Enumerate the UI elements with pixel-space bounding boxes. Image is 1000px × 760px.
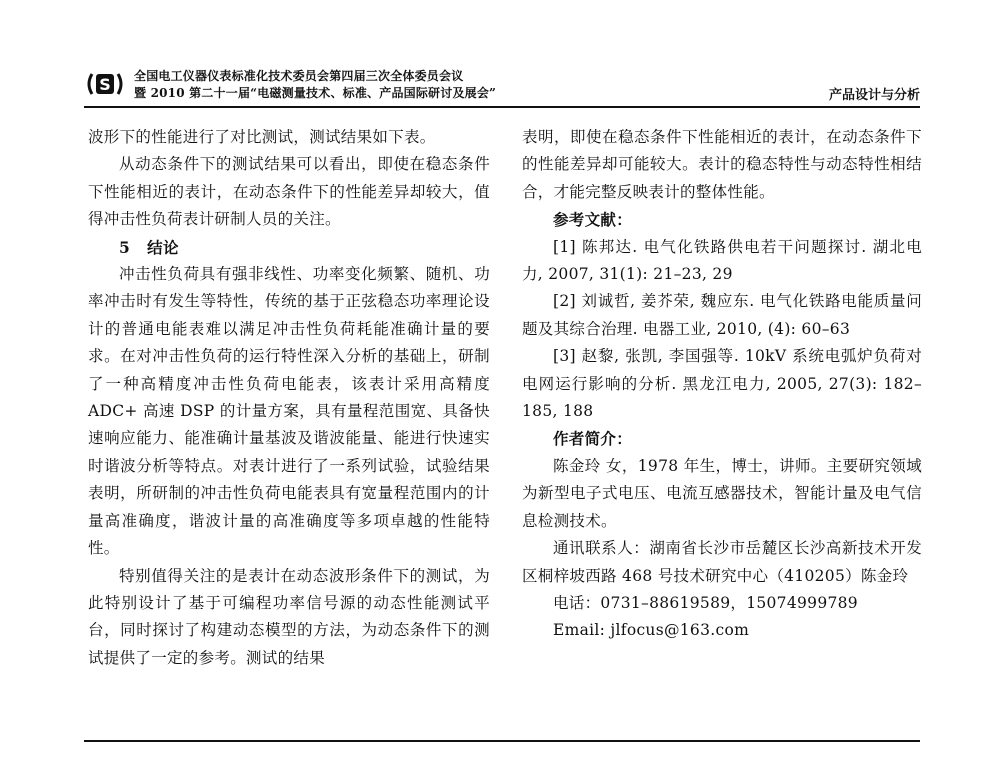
footer-rule: [84, 740, 920, 742]
references-heading: 参考文献：: [553, 210, 633, 230]
reference-item: [2] 刘诚哲, 姜芥荣, 魏应东. 电气化铁路电能质量问题及其综合治理. 电器工业, 2010, (4): 60–63: [522, 292, 922, 338]
section-title: 结论: [147, 237, 179, 257]
paragraph: 冲击性负荷具有强非线性、功率变化频繁、随机、功率冲击时有发生等特性，传统的基于正弦稳态功率理论设计的普通电能表难以满足冲击性负荷耗能准确计量的要求。在对冲击性负荷的运行特性深入分析的基础上，研制了一种高精度冲击性负荷电能表，该表计采用高精度 ADC+ 高速 DSP 的计量方案，具有量程范围宽、具备快速响应能力、能准确计量基波及谐波能量、能进行快速实时谐波分析等特点。对表计进行了一系列试验，试验结果表明，所研制的冲击性负荷电能表具有宽量程范围内的计量高准确度，谐波计量的高准确度等多项卓越的性能特性。: [88, 265, 490, 558]
section-label: 产品设计与分析: [828, 88, 920, 103]
reference-item: [3] 赵黎, 张凯, 李国强等. 10kV 系统电弧炉负荷对电网运行影响的分析. 黑龙江电力, 2005, 27(3): 182–185, 188: [522, 347, 922, 421]
header-rule: [84, 106, 920, 108]
reference-item: [1] 陈邦达. 电气化铁路供电若干问题探讨. 湖北电力, 2007, 31(1): 21–23, 29: [522, 237, 922, 284]
contact-phone: 电话：0731–88619589，15074999789: [553, 593, 858, 612]
contact-email: Email: jlfocus@163.com: [553, 621, 750, 640]
left-column: [88, 124, 490, 672]
section-number: 5: [119, 237, 131, 257]
contact-address: 通讯联系人：湖南省长沙市岳麓区长沙高新技术开发区桐梓坡西路 468 号技术研究中心（410205）陈金玲: [522, 539, 922, 585]
conference-line-2: 暨 2010 第二十一届“电磁测量技术、标准、产品国际研讨及展会”: [134, 86, 497, 100]
paragraph: 表明，即使在稳态条件下性能相近的表计，在动态条件下的性能差异却可能较大。表计的稳态特性与动态特性相结合，才能完整反映表计的整体性能。: [522, 128, 922, 201]
right-column: [522, 124, 922, 645]
paragraph: 波形下的性能进行了对比测试，测试结果如下表。: [88, 128, 436, 146]
section-heading: [88, 234, 490, 261]
page-header: [84, 66, 920, 106]
paragraph: 从动态条件下的测试结果可以看出，即使在稳态条件下性能相近的表计，在动态条件下的性能差异却较大，值得冲击性负荷表计研制人员的关注。: [88, 155, 490, 229]
conference-title: [134, 68, 496, 102]
conference-logo-icon: [84, 70, 126, 98]
logo-letter: S: [99, 75, 111, 94]
author-bio: 陈金玲 女，1978 年生，博士，讲师。主要研究领域为新型电子式电压、电流互感器技术，智能计量及电气信息检测技术。: [522, 456, 922, 530]
conference-line-1: 全国电工仪器仪表标准化技术委员会第四届三次全体委员会议: [134, 69, 464, 83]
author-heading: 作者简介：: [553, 429, 633, 449]
paragraph: 特别值得关注的是表计在动态波形条件下的测试，为此特别设计了基于可编程功率信号源的动态性能测试平台，同时探讨了构建动态模型的方法，为动态条件下的测试提供了一定的参考。测试的结果: [88, 566, 490, 667]
